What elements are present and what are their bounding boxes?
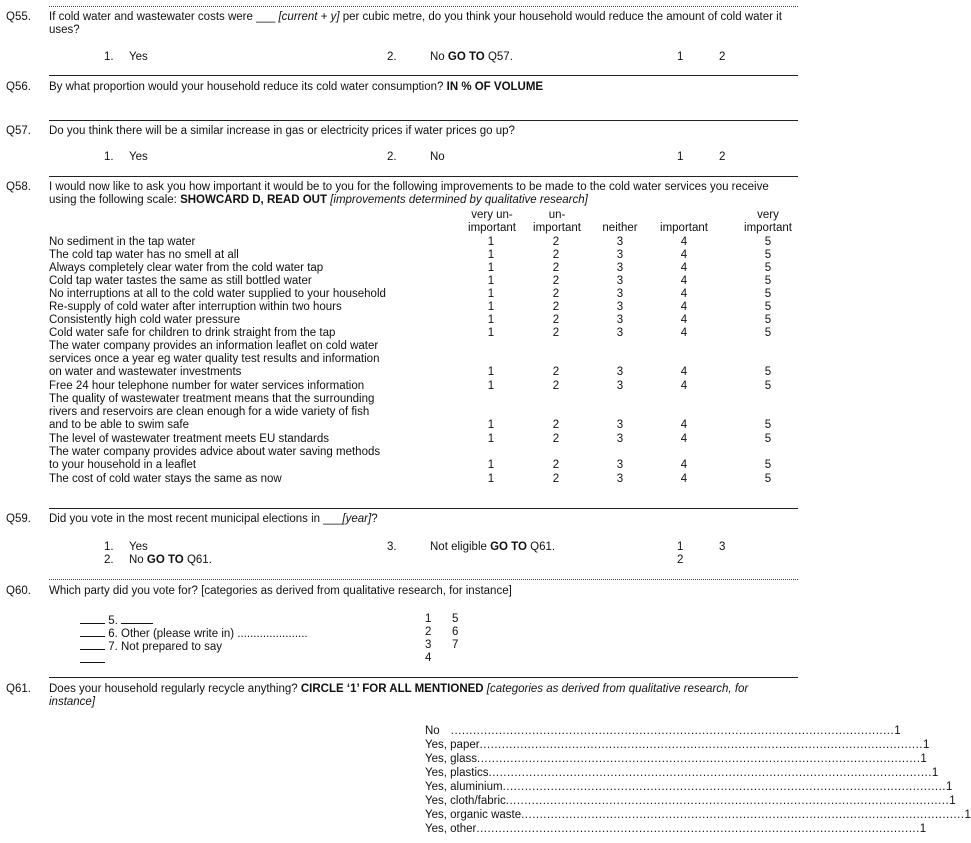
q58-rating-code[interactable]: 1 bbox=[487, 459, 495, 471]
q61-item-code[interactable]: 1 bbox=[949, 795, 956, 807]
q61-item-code[interactable]: 1 bbox=[964, 809, 971, 821]
q58-rating-code[interactable]: 3 bbox=[616, 380, 624, 392]
q58-item-label: on water and wastewater investments bbox=[49, 366, 242, 378]
q59-divider bbox=[49, 508, 798, 509]
q61-item-leader: ........................................................................................................................ bbox=[476, 823, 920, 835]
q59-option-1-number: 1. bbox=[104, 541, 114, 553]
q55-question-text: If cold water and wastewater costs were ___ [current + y] per cubic metre, do you think your household would reduce the amount of cold water it uses? bbox=[49, 11, 782, 36]
q58-number: Q58. bbox=[6, 181, 31, 193]
q56-divider bbox=[49, 75, 798, 76]
q55-option-2-label: No GO TO Q57. bbox=[430, 51, 513, 63]
q58-item-label: services once a year eg water quality test results and information bbox=[49, 353, 380, 365]
q58-rating-code[interactable]: 3 bbox=[616, 314, 624, 326]
q60-code-5: 5 bbox=[452, 613, 459, 625]
q55-code-1: 1 bbox=[677, 51, 684, 63]
q55-code-2: 2 bbox=[719, 51, 726, 63]
q61-item-leader: ........................................................................................................................ bbox=[502, 781, 946, 793]
q58-rating-code[interactable]: 1 bbox=[487, 275, 495, 287]
q60-number: Q60. bbox=[6, 585, 31, 597]
q55-number: Q55. bbox=[6, 11, 31, 23]
q58-item-label: Consistently high cold water pressure bbox=[49, 314, 241, 326]
q57-number: Q57. bbox=[6, 125, 31, 137]
q58-item-label: The cold tap water has no smell at all bbox=[49, 249, 239, 261]
q58-rating-code[interactable]: 4 bbox=[680, 275, 688, 287]
q61-item-row bbox=[425, 767, 939, 780]
q57-question-text: Do you think there will be a similar increase in gas or electricity prices if water prices go up? bbox=[49, 125, 515, 137]
q61-item-leader: ........................................................................................................................ bbox=[439, 725, 895, 737]
q58-rating-code[interactable]: 1 bbox=[487, 327, 495, 339]
q61-item-leader: ........................................................................................................................ bbox=[488, 767, 932, 779]
q61-item-label: Yes, other bbox=[425, 823, 477, 835]
q58-rating-code[interactable]: 3 bbox=[616, 366, 624, 378]
q58-item-label: The water company provides advice about water saving methods bbox=[49, 446, 381, 458]
q58-item-label: to your household in a leaflet bbox=[49, 459, 197, 471]
q60-blank-line bbox=[80, 652, 105, 667]
q61-item-row bbox=[425, 809, 971, 822]
q58-item-label: Free 24 hour telephone number for water services information bbox=[49, 380, 365, 392]
q61-item-code[interactable]: 1 bbox=[923, 739, 930, 751]
q55-option-1-number: 1. bbox=[104, 51, 114, 63]
q60-divider bbox=[49, 579, 798, 580]
q58-rating-code[interactable]: 5 bbox=[764, 275, 772, 287]
q58-rating-code[interactable]: 3 bbox=[616, 236, 624, 248]
q57-option-1-number: 1. bbox=[104, 151, 114, 163]
q61-item-leader: ........................................................................................................................ bbox=[479, 739, 923, 751]
q61-item-code[interactable]: 1 bbox=[945, 781, 953, 793]
q58-rating-code[interactable]: 2 bbox=[552, 275, 560, 287]
q58-question-text: I would now like to ask you how important it would be to you for the following improvements to be made to the cold water services you receive using the following scale: SHOWCARD D, READ OUT [improvements determined by qualitative research] bbox=[49, 181, 769, 206]
q61-item-code[interactable]: 1 bbox=[919, 823, 927, 835]
q61-item-label: Yes, aluminium bbox=[425, 781, 503, 793]
q57-option-2-number: 2. bbox=[387, 151, 397, 163]
q58-rating-code[interactable]: 4 bbox=[680, 236, 688, 248]
q61-item-leader: ........................................................................................................................ bbox=[521, 809, 965, 821]
q59-option-1-label: Yes bbox=[129, 541, 148, 553]
q58-rating-code[interactable]: 5 bbox=[764, 433, 772, 445]
q61-item-row bbox=[425, 725, 901, 738]
q58-rating-code[interactable]: 4 bbox=[680, 301, 688, 313]
q58-rating-code[interactable]: 4 bbox=[680, 249, 688, 261]
q56-number: Q56. bbox=[6, 81, 31, 93]
q61-item-row bbox=[425, 795, 956, 808]
q58-rating-code[interactable]: 5 bbox=[764, 236, 772, 248]
q58-item-label: Re-supply of cold water after interruption within two hours bbox=[49, 301, 342, 313]
q58-rating-code[interactable]: 4 bbox=[680, 288, 688, 300]
q61-item-label: Yes, glass bbox=[425, 753, 477, 765]
q58-rating-code[interactable]: 5 bbox=[764, 327, 772, 339]
q58-rating-code[interactable]: 3 bbox=[616, 249, 624, 261]
q58-rating-code[interactable]: 5 bbox=[764, 380, 772, 392]
q58-rating-code[interactable]: 5 bbox=[764, 301, 772, 313]
q58-rating-code[interactable]: 3 bbox=[616, 275, 624, 287]
q61-question-text: Does your household regularly recycle anything? CIRCLE ‘1’ FOR ALL MENTIONED [categories as derived from qualitative research, for instance] bbox=[49, 683, 749, 708]
q55-option-1-label: Yes bbox=[129, 51, 148, 63]
q58-rating-code[interactable]: 5 bbox=[764, 419, 772, 431]
q58-item-label: Cold water safe for children to drink straight from the tap bbox=[49, 327, 336, 339]
q55-option-2-number: 2. bbox=[387, 51, 397, 63]
q58-rating-code[interactable]: 2 bbox=[552, 301, 560, 313]
q60-code-1: 1 bbox=[425, 613, 432, 625]
q61-item-label: Yes, organic waste bbox=[425, 809, 522, 821]
q60-code-7: 7 bbox=[452, 639, 459, 651]
q58-rating-code[interactable]: 2 bbox=[552, 366, 560, 378]
q60-code-3: 3 bbox=[425, 639, 432, 651]
q55-divider bbox=[49, 6, 798, 7]
q58-rating-code[interactable]: 1 bbox=[487, 288, 495, 300]
q58-rating-code[interactable]: 1 bbox=[487, 262, 495, 274]
q58-rating-code[interactable]: 2 bbox=[552, 314, 560, 326]
q61-item-leader: ........................................................................................................................ bbox=[505, 795, 950, 807]
q58-rating-code[interactable]: 2 bbox=[552, 459, 560, 471]
q57-option-2-label: No bbox=[430, 151, 445, 163]
q60-option-6: 6. Other (please write in) ...................... bbox=[80, 626, 308, 641]
q58-rating-code[interactable]: 2 bbox=[552, 473, 560, 485]
q57-divider bbox=[49, 120, 798, 121]
q58-rating-code[interactable]: 2 bbox=[552, 433, 560, 445]
q58-rating-code[interactable]: 2 bbox=[552, 327, 560, 339]
q58-rating-code[interactable]: 1 bbox=[487, 301, 495, 313]
q59-code-2: 2 bbox=[677, 554, 684, 566]
q58-rating-code[interactable]: 5 bbox=[764, 262, 772, 274]
q61-item-code[interactable]: 1 bbox=[920, 753, 927, 765]
q58-rating-code[interactable]: 2 bbox=[552, 236, 560, 248]
q61-item-row bbox=[425, 739, 930, 752]
q58-item-label: Always completely clear water from the cold water tap bbox=[49, 262, 324, 274]
q58-rating-code[interactable]: 4 bbox=[680, 433, 688, 445]
q58-rating-code[interactable]: 4 bbox=[680, 327, 688, 339]
q58-rating-code[interactable]: 2 bbox=[552, 380, 560, 392]
q58-rating-code[interactable]: 3 bbox=[616, 433, 624, 445]
q58-header-very-unimportant: very un- important bbox=[468, 209, 516, 234]
q58-rating-code[interactable]: 4 bbox=[680, 380, 688, 392]
q58-rating-code[interactable]: 1 bbox=[487, 419, 495, 431]
q58-rating-code[interactable]: 2 bbox=[552, 419, 560, 431]
q58-rating-code[interactable]: 2 bbox=[552, 262, 560, 274]
q58-rating-code[interactable]: 3 bbox=[616, 301, 624, 313]
q58-rating-code[interactable]: 4 bbox=[680, 473, 688, 485]
q61-item-code[interactable]: 1 bbox=[894, 725, 901, 737]
q58-item-label: Cold tap water tastes the same as still bottled water bbox=[49, 275, 312, 287]
q61-item-row bbox=[425, 753, 927, 766]
q58-rating-code[interactable]: 1 bbox=[487, 433, 495, 445]
q59-option-3-number: 3. bbox=[387, 541, 397, 553]
q60-option-7: 7. Not prepared to say bbox=[80, 639, 222, 654]
q61-item-label: No bbox=[425, 725, 440, 737]
q60-code-2: 2 bbox=[425, 626, 432, 638]
q58-rating-code[interactable]: 5 bbox=[764, 314, 772, 326]
q61-number: Q61. bbox=[6, 683, 31, 695]
q58-item-label: and to be able to swim safe bbox=[49, 419, 189, 431]
q60-code-6: 6 bbox=[452, 626, 459, 638]
q59-number: Q59. bbox=[6, 513, 31, 525]
q58-rating-code[interactable]: 4 bbox=[680, 419, 688, 431]
q58-rating-code[interactable]: 2 bbox=[552, 288, 560, 300]
q58-rating-code[interactable]: 5 bbox=[764, 366, 772, 378]
q61-item-row bbox=[425, 823, 927, 836]
q61-item-label: Yes, paper bbox=[425, 739, 480, 751]
q58-rating-code[interactable]: 5 bbox=[764, 473, 772, 485]
q58-rating-code[interactable]: 4 bbox=[680, 459, 688, 471]
q58-rating-code[interactable]: 1 bbox=[487, 380, 495, 392]
q58-item-label: rivers and reservoirs are clean enough for a wide variety of fish bbox=[49, 406, 370, 418]
q59-question-text: Did you vote in the most recent municipal elections in ___[year]? bbox=[49, 513, 378, 525]
q58-header-very-important: very important bbox=[744, 209, 792, 234]
q58-rating-code[interactable]: 3 bbox=[616, 262, 624, 274]
q58-rating-code[interactable]: 3 bbox=[616, 288, 624, 300]
q59-option-3-label: Not eligible GO TO Q61. bbox=[430, 541, 556, 553]
q58-item-label: The quality of wastewater treatment means that the surrounding bbox=[49, 393, 375, 405]
q61-divider bbox=[49, 677, 798, 678]
q58-rating-code[interactable]: 1 bbox=[487, 314, 495, 326]
q58-item-label: No interruptions at all to the cold water supplied to your household bbox=[49, 288, 386, 300]
q57-code-2: 2 bbox=[719, 151, 726, 163]
q58-header-important: important bbox=[660, 222, 708, 234]
q60-question-text: Which party did you vote for? [categories as derived from qualitative research, for instance] bbox=[49, 585, 512, 597]
q59-code-3: 3 bbox=[719, 541, 726, 553]
q60-code-4: 4 bbox=[425, 652, 432, 664]
q58-rating-code[interactable]: 5 bbox=[764, 459, 772, 471]
q57-code-1: 1 bbox=[677, 151, 684, 163]
q58-rating-code[interactable]: 3 bbox=[616, 459, 624, 471]
q61-item-row bbox=[425, 781, 953, 794]
q58-rating-code[interactable]: 3 bbox=[616, 419, 624, 431]
q58-item-label: The water company provides an information leaflet on cold water bbox=[49, 340, 379, 352]
q58-item-label: The level of wastewater treatment meets EU standards bbox=[49, 433, 329, 445]
q57-option-1-label: Yes bbox=[129, 151, 148, 163]
q58-rating-code[interactable]: 1 bbox=[487, 473, 495, 485]
q59-code-1: 1 bbox=[677, 541, 684, 553]
q58-rating-code[interactable]: 5 bbox=[764, 288, 772, 300]
q61-item-label: Yes, plastics bbox=[425, 767, 489, 779]
q58-item-label: The cost of cold water stays the same as now bbox=[49, 473, 282, 485]
q61-item-label: Yes, cloth/fabric bbox=[425, 795, 506, 807]
q61-item-leader: ........................................................................................................................ bbox=[477, 753, 921, 765]
q61-item-code[interactable]: 1 bbox=[931, 767, 939, 779]
q58-item-label: No sediment in the tap water bbox=[49, 236, 196, 248]
q58-rating-code[interactable]: 1 bbox=[487, 236, 495, 248]
q58-rating-code[interactable]: 1 bbox=[487, 249, 495, 261]
q58-rating-code[interactable]: 4 bbox=[680, 314, 688, 326]
q58-rating-code[interactable]: 4 bbox=[680, 262, 688, 274]
q59-option-2-label: No GO TO Q61. bbox=[129, 554, 212, 566]
q58-header-unimportant: un- important bbox=[533, 209, 581, 234]
q58-rating-code[interactable]: 2 bbox=[552, 249, 560, 261]
q58-divider bbox=[49, 176, 798, 177]
q58-rating-code[interactable]: 3 bbox=[616, 327, 624, 339]
q60-option-5: 5. bbox=[80, 613, 153, 628]
q56-question-text: By what proportion would your household reduce its cold water consumption? IN % OF VOLUME bbox=[49, 81, 544, 93]
q58-rating-code[interactable]: 3 bbox=[616, 473, 624, 485]
q58-rating-code[interactable]: 5 bbox=[764, 249, 772, 261]
q59-option-2-number: 2. bbox=[104, 554, 114, 566]
q58-header-neither: neither bbox=[602, 222, 638, 234]
q58-rating-code[interactable]: 4 bbox=[680, 366, 688, 378]
q58-rating-code[interactable]: 1 bbox=[487, 366, 495, 378]
